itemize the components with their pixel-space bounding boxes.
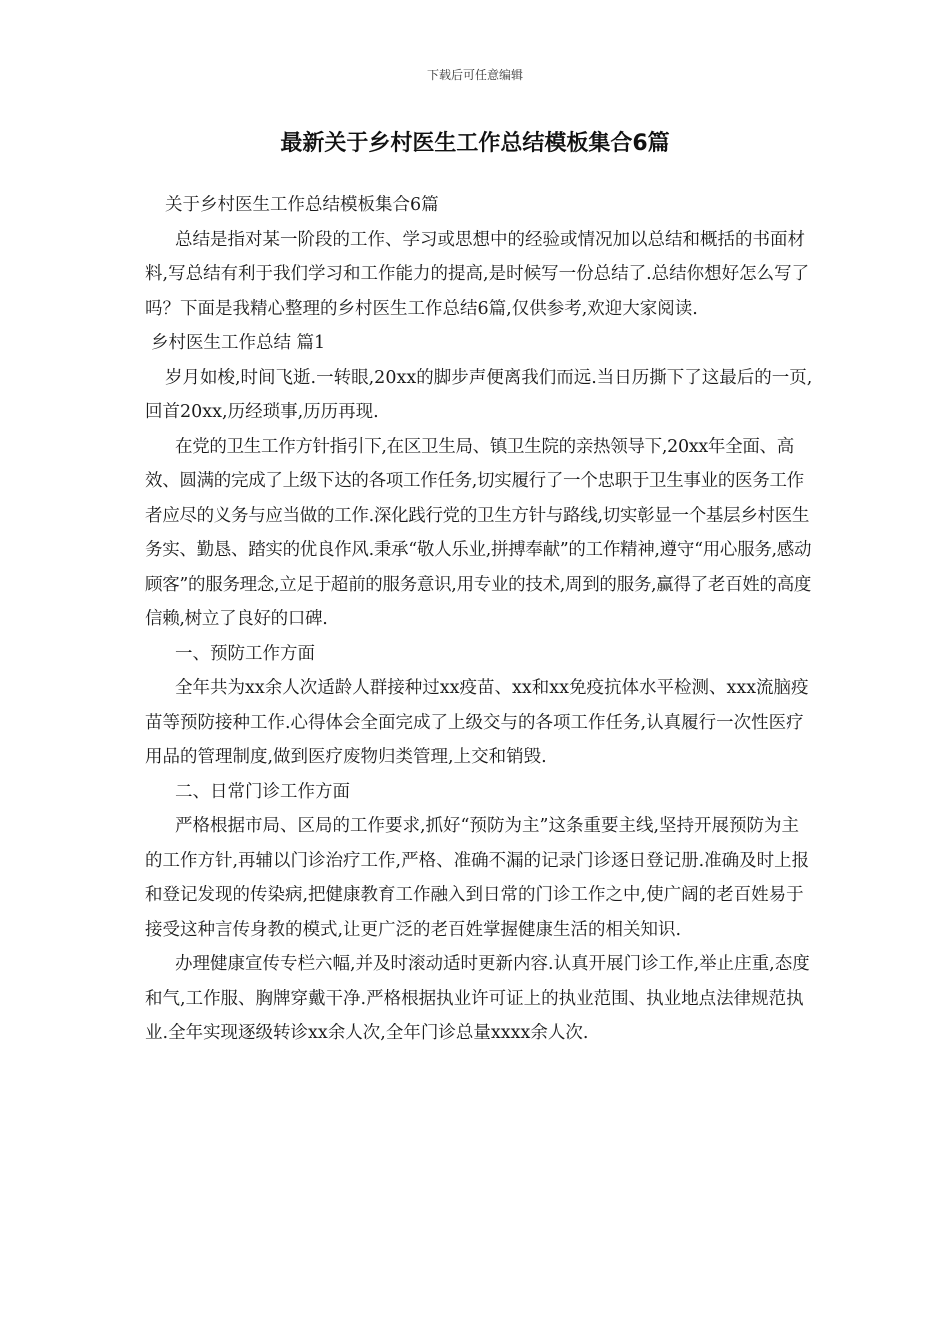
body-paragraph: 在党的卫生工作方针指引下,在区卫生局、镇卫生院的亲热领导下,20xx年全面、高效、圆满的完成了上级下达的各项工作任务,切实履行了一个忠职于卫生事业的医务工作者应尽的义务与应当做的工作.深化践行党的卫生方针与路线,切实彰显一个基层乡村医生务实、勤恳、踏实的优良作风.秉承“敬人乐业,拼搏奉献”的工作精神,遵守“用心服务,感动顾客”的服务理念,立足于超前的服务意识,用专业的技术,周到的服务,赢得了老百姓的高度信赖,树立了良好的口碑. <box>145 436 812 629</box>
section-heading-clinic: 二、日常门诊工作方面 <box>175 781 350 802</box>
body-paragraph: 办理健康宣传专栏六幅,并及时滚动适时更新内容.认真开展门诊工作,举止庄重,态度和气,工作服、胸牌穿戴干净.严格根据执业许可证上的执业范围、执业地点法律规范执业.全年实现逐级转诊xx余人次,全年门诊总量xxxx余人次. <box>145 954 810 1043</box>
body-paragraph: 岁月如梭,时间飞逝.一转眼,20xx的脚步声便离我们而远.当日历撕下了这最后的一页,回首20xx,历经琐事,历历再现. <box>145 367 813 422</box>
header-note: 下载后可任意编辑 <box>426 68 523 82</box>
body-paragraph: 全年共为xx余人次适龄人群接种过xx疫苗、xx和xx免疫抗体水平检测、xxx流脑疫苗等预防接种工作.心得体会全面完成了上级交与的各项工作任务,认真履行一次性医疗用品的管理制度,做到医疗废物归类管理,上交和销毁. <box>145 678 809 767</box>
document-body <box>145 188 815 1051</box>
section-heading-part1: 乡村医生工作总结 篇1 <box>151 333 326 353</box>
section-heading-prevention: 一、预防工作方面 <box>175 643 315 664</box>
intro-paragraph: 总结是指对某一阶段的工作、学习或思想中的经验或情况加以总结和概括的书面材料,写总结有利于我们学习和工作能力的提高,是时候写一份总结了.总结你想好怎么写了吗？下面是我精心整理的乡村医生工作总结6篇,仅供参考,欢迎大家阅读. <box>145 229 810 319</box>
body-paragraph: 严格根据市局、区局的工作要求,抓好“预防为主”这条重要主线,坚持开展预防为主的工作方针,再辅以门诊治疗工作,严格、准确不漏的记录门诊逐日登记册.准确及时上报和登记发现的传染病,把健康教育工作融入到日常的门诊工作之中,使广阔的老百姓易于接受这种言传身教的模式,让更广泛的老百姓掌握健康生活的相关知识. <box>145 816 810 940</box>
subtitle-paragraph: 关于乡村医生工作总结模板集合6篇 <box>165 195 439 215</box>
document-title: 最新关于乡村医生工作总结模板集合6篇 <box>280 131 670 156</box>
